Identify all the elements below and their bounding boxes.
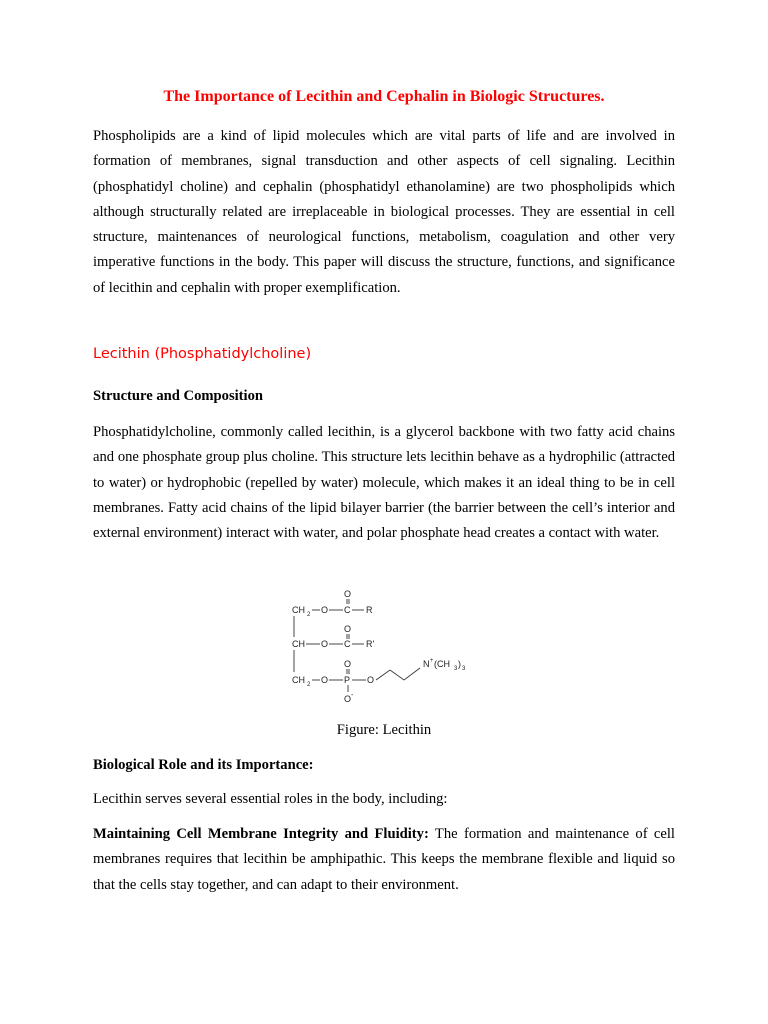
subsection-heading-biological-role: Biological Role and its Importance: bbox=[93, 757, 314, 773]
svg-text:(CH: (CH bbox=[434, 659, 450, 669]
role-text: The formation and maintenance of cell membranes requires that lecithin be amphipathic. This keeps the membrane flexible and liquid so that the cells stay together, and can adapt to their environment. bbox=[93, 826, 675, 893]
svg-text:C: C bbox=[344, 639, 351, 649]
intro-paragraph: Phospholipids are a kind of lipid molecules which are vital parts of life and are involved in formation of membranes, signal transduction and other aspects of cell signaling. Lecithin (phosphatidyl choline) and cephalin (phosphatidyl ethanolamine) are two phospholipids which although structurally related are irreplaceable in biological processes. They are essential in cell structure, maintenances of neurological functions, metabolism, coagulation and other very imperative functions in the body. This paper will discuss the structure, functions, and significance of lecithin and cephalin with proper exemplification. bbox=[93, 128, 675, 296]
carbonyl-c-label: C bbox=[344, 605, 351, 615]
oxo-label: O bbox=[344, 589, 352, 599]
subsection-heading-structure: Structure and Composition bbox=[93, 388, 264, 404]
role-label: Maintaining Cell Membrane Integrity and Fluidity: bbox=[93, 826, 429, 842]
ch-label: CH bbox=[292, 639, 305, 649]
phosphate-o-minus-label: O bbox=[344, 694, 352, 704]
phosphorus-label: P bbox=[344, 675, 351, 685]
svg-text:O: O bbox=[344, 659, 352, 669]
svg-text:3: 3 bbox=[454, 666, 458, 672]
svg-text:3: 3 bbox=[462, 666, 466, 672]
role-membrane-integrity bbox=[93, 822, 675, 898]
svg-text:2: 2 bbox=[307, 682, 311, 688]
r-prime-label: R' bbox=[366, 639, 375, 649]
figure-caption: Figure: Lecithin bbox=[336, 722, 432, 738]
svg-text:+: + bbox=[430, 658, 434, 664]
svg-text:O: O bbox=[321, 675, 329, 685]
structure-paragraph: Phosphatidylcholine, commonly called lecithin, is a glycerol backbone with two fatty acid chains and one phosphate group plus choline. This structure lets lecithin behave as a hydrophilic (attracted to water) or hydrophobic (repelled by water) molecule, which makes it an ideal thing to be in cell membranes. Fatty acid chains of the lipid bilayer barrier (the barrier between the cell’s interior and external environment) interact with water, and polar phosphate head creates a contact with water. bbox=[93, 424, 675, 542]
lecithin-structure-figure bbox=[286, 586, 476, 714]
document-title: The Importance of Lecithin and Cephalin in Biologic Structures. bbox=[163, 88, 605, 105]
svg-text:2: 2 bbox=[307, 612, 311, 618]
ch2-label: CH bbox=[292, 605, 305, 615]
trimethylammonium-label: N bbox=[423, 659, 430, 669]
section-heading-lecithin: Lecithin (Phosphatidylcholine) bbox=[93, 346, 312, 362]
roles-intro: Lecithin serves several essential roles in the body, including: bbox=[93, 791, 448, 807]
svg-text:O: O bbox=[367, 675, 375, 685]
ester-oxygen-label: O bbox=[321, 605, 329, 615]
svg-text:CH: CH bbox=[292, 675, 305, 685]
r-label: R bbox=[366, 605, 373, 615]
svg-text:-: - bbox=[351, 692, 354, 699]
lecithin-structure-diagram bbox=[286, 586, 476, 714]
svg-text:O: O bbox=[344, 624, 352, 634]
svg-text:O: O bbox=[321, 639, 329, 649]
svg-text:): ) bbox=[458, 659, 461, 669]
